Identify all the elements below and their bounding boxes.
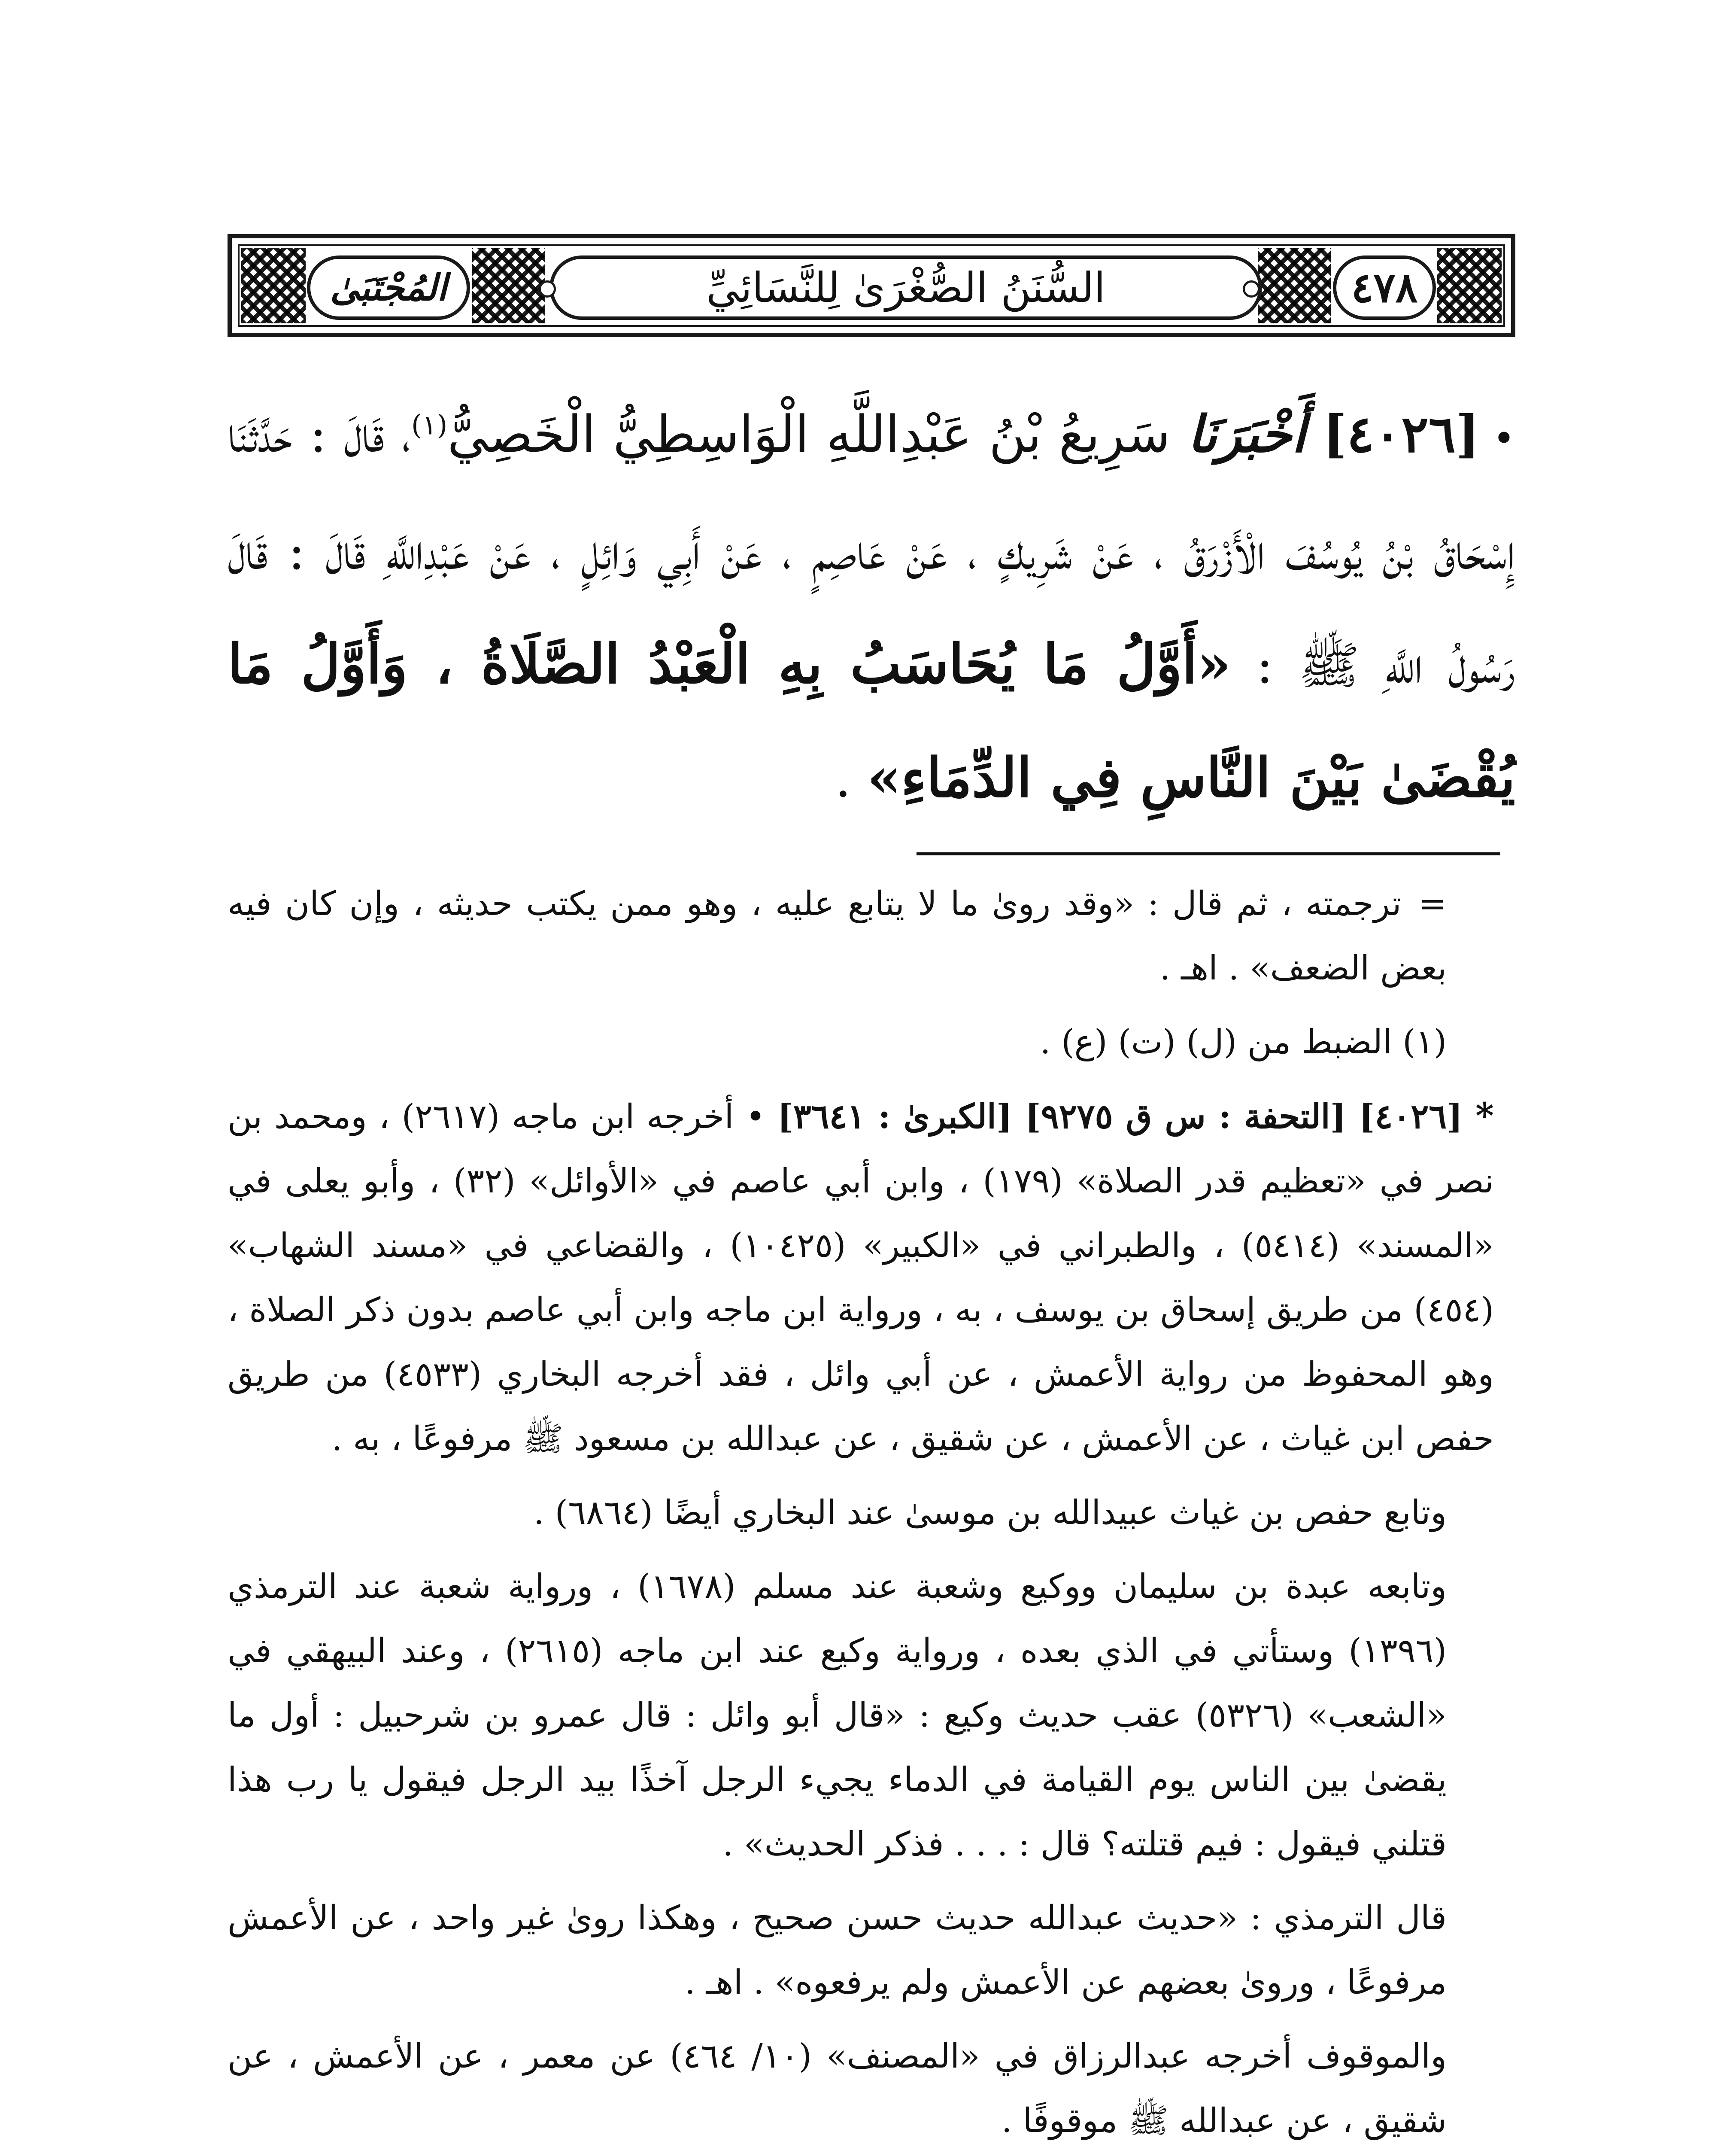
transmission-keyword: أَخْبَرَنَا <box>1187 404 1306 464</box>
footnote-divider <box>917 852 1500 855</box>
ornament-band <box>241 248 306 323</box>
takhrij-text: • أخرجه ابن ماجه (٢٦١٧) ، ومحمد بن نصر في «تعظيم قدر الصلاة» (١٧٩) ، وابن أبي عاصم في «الأوائل» (٣٢) ، وأبو يعلى في «المسند» (٥٤١٤) ، والطبراني في «الكبير» (١٠٤٢٥) ، والقضاعي في «مسند الشهاب» (٤٥٤) من طريق إسحاق بن يوسف ، به ، ورواية ابن ماجه وابن أبي عاصم بدون ذكر الصلاة ، وهو المحفوظ من رواية الأعمش ، عن أبي وائل ، فقد أخرجه البخاري (٤٥٣٣) من طريق حفص ابن غياث ، عن الأعمش ، عن شقيق ، عن عبدالله بن مسعود ﷺ مرفوعًا ، به . <box>228 1098 1494 1458</box>
takhrij-note <box>228 1084 1511 1471</box>
narrator-chain: سَرِيعُ بْنُ عَبْدِاللَّهِ الْوَاسِطِيُّ الْخَصِيُّ <box>447 404 1171 464</box>
takhrij-reference: [٤٠٢٦] [التحفة : س ق ٩٢٧٥] [الكبرىٰ : ٣٦٤١] <box>777 1097 1463 1136</box>
footnotes <box>228 872 1511 2147</box>
takhrij-paragraph: وتابع حفص بن غياث عبيدالله بن موسىٰ عند البخاري أيضًا (٦٨٦٤) . <box>534 1493 1447 1532</box>
hadith-number: [٤٠٢٦] <box>1323 404 1480 464</box>
book-title: السُّنَنُ الصُّغْرَىٰ لِلنَّسَائِيِّ <box>706 264 1105 312</box>
book-logo-cartouche <box>307 255 470 320</box>
ornament-band <box>1437 248 1502 323</box>
ornament-dot-icon <box>1243 280 1260 298</box>
page-number: ٤٧٨ <box>1351 263 1418 312</box>
asterisk-icon: * <box>1475 1095 1494 1137</box>
hadith-text <box>228 378 1515 835</box>
hadith-bullet: • <box>1492 416 1515 461</box>
ornament-dot-icon <box>539 280 556 298</box>
takhrij-paragraph: قال الترمذي : «حديث عبدالله حديث حسن صحيح ، وهكذا روىٰ غير واحد ، عن الأعمش مرفوعًا ، وروىٰ بعضهم عن الأعمش ولم يرفعوه» . اهـ . <box>228 1899 1447 2002</box>
continuation-mark: = <box>1418 885 1447 923</box>
page-number-cartouche <box>1333 255 1436 320</box>
hadith-matn: «أَوَّلُ مَا يُحَاسَبُ بِهِ الْعَبْدُ الصَّلَاةُ ، وَأَوَّلُ مَا يُقْضَىٰ بَيْنَ النَّاسِ فِي الدِّمَاءِ» <box>228 632 1515 809</box>
takhrij-paragraph: والموقوف أخرجه عبدالرزاق في «المصنف» (١٠/ ٤٦٤) عن معمر ، عن الأعمش ، عن شقيق ، عن عبدالله ﷺ موقوفًا . <box>228 2037 1447 2140</box>
page-header <box>228 234 1515 337</box>
continuation-text: ترجمته ، ثم قال : «وقد روىٰ ما لا يتابع عليه ، وهو ممن يكتب حديثه ، وإن كان فيه بعض الضعف» . اهـ . <box>228 885 1447 988</box>
ornament-band <box>1258 248 1331 323</box>
ornament-band <box>472 248 545 323</box>
footnote-continuation <box>228 872 1511 1001</box>
footnote-reference: (١) <box>411 409 448 441</box>
chain-continued: ، قَالَ : حَدَّثَنَا إِسْحَاقُ بْنُ يُوسُفَ الْأَزْرَقُ ، عَنْ شَرِيكٍ ، عَنْ عَاصِمٍ ، عَنْ أَبِي وَائِلٍ ، عَنْ عَبْدِاللَّهِ قَالَ : قَالَ رَسُولُ اللَّهِ ﷺ : <box>228 404 1516 695</box>
book-logo: المُجْتَبَىٰ <box>330 266 447 309</box>
hadith-end: . <box>835 749 868 809</box>
title-cartouche <box>549 255 1262 320</box>
footnote-1: (١) الضبط من (ل) (ت) (ع) . <box>1040 1023 1447 1061</box>
takhrij-paragraph: وتابعه عبدة بن سليمان ووكيع وشعبة عند مسلم (١٦٧٨) ، ورواية شعبة عند الترمذي (١٣٩٦) وستأتي في الذي بعده ، ورواية وكيع عند ابن ماجه (٢٦١٥) ، وعند البيهقي في «الشعب» (٥٣٢٦) عقب حديث وكيع : «قال أبو وائل : قال عمرو بن شرحبيل : أول ما يقضىٰ بين الناس يوم القيامة في الدماء يجيء الرجل آخذًا بيد الرجل فيقول يا رب هذا قتلني فيقول : فيم قتلته؟ قال : . . . فذكر الحديث» . <box>228 1567 1447 1864</box>
